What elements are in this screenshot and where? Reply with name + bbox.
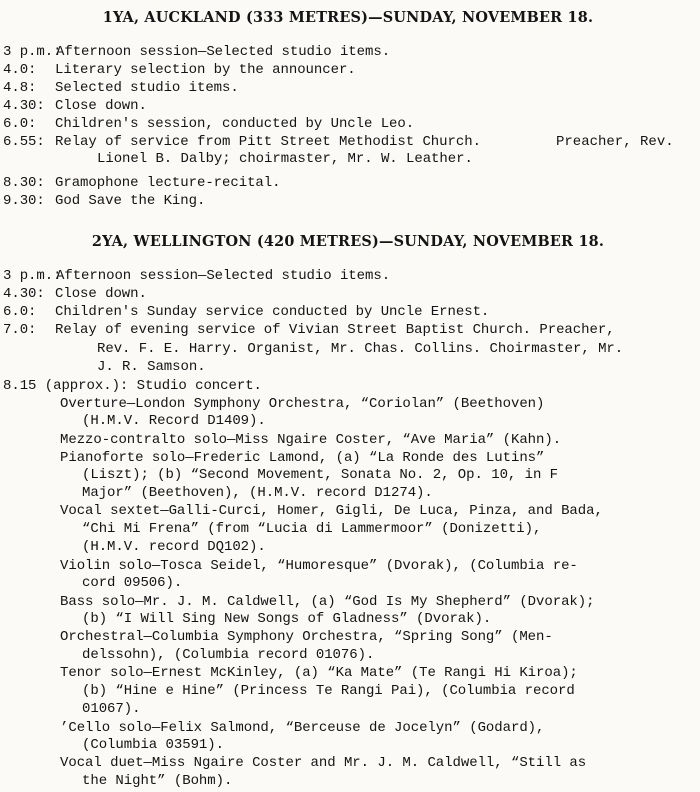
time-label: 6.0: [3, 304, 37, 320]
concert-item: Violin solo—Tosca Seidel, “Humoresque” (Dvorak), (Columbia re- [60, 558, 578, 574]
concert-item: Bass solo—Mr. J. M. Caldwell, (a) “God Is My Shepherd” (Dvorak); [60, 594, 595, 610]
concert-item: Vocal sextet—Galli-Curci, Homer, Gigli, De Luca, Pinza, and Bada, [60, 503, 603, 519]
concert-item-continuation: (b) “Hine e Hine” (Princess Te Rangi Pai), (Columbia record [82, 683, 575, 699]
time-label: 3 p.m.: [3, 268, 62, 284]
time-label: 3 p.m.: [3, 44, 62, 60]
time-label: 7.0: [3, 322, 37, 338]
concert-item-continuation: the Night” (Bohm). [82, 773, 233, 789]
concert-item-continuation: Major” (Beethoven), (H.M.V. record D1274). [82, 485, 433, 501]
schedule-item [3, 44, 390, 60]
time-label: 9.30: [3, 193, 45, 209]
concert-item: Orchestral—Columbia Symphony Orchestra, “Spring Song” (Men- [60, 629, 553, 645]
item-text-right: Preacher, Rev. [556, 134, 674, 150]
schedule-item [3, 286, 147, 302]
item-text: Gramophone lecture-recital. [55, 175, 281, 191]
item-text: Relay of service from Pitt Street Methodist Church. [55, 134, 481, 150]
concert-item: Vocal duet—Miss Ngaire Coster and Mr. J. M. Caldwell, “Still as [60, 755, 587, 771]
concert-item: ’Cello solo—Felix Salmond, “Berceuse de Jocelyn” (Godard), [60, 720, 545, 736]
item-text: Afternoon session—Selected studio items. [56, 268, 391, 284]
schedule-item [3, 116, 414, 132]
time-label: 4.30: [3, 98, 45, 114]
schedule-item [3, 193, 205, 209]
concert-item-continuation: 01067). [82, 701, 141, 717]
time-label: 4.0: [3, 62, 37, 78]
item-text: Afternoon session—Selected studio items. [56, 44, 391, 60]
concert-item: Overture—London Symphony Orchestra, “Coriolan” (Beethoven) [60, 396, 545, 412]
item-text: Literary selection by the announcer. [55, 62, 356, 78]
concert-item-continuation: (Columbia 03591). [82, 737, 224, 753]
concert-item-continuation: cord 09506). [82, 575, 183, 591]
concert-item-continuation: “Chi Mi Frena” (from “Lucia di Lammermoor” (Donizetti), [82, 521, 542, 537]
item-continuation: Rev. F. E. Harry. Organist, Mr. Chas. Collins. Choirmaster, Mr. [97, 341, 624, 357]
item-text: Studio concert. [136, 378, 262, 394]
item-text: Close down. [55, 286, 147, 302]
item-text: Close down. [55, 98, 147, 114]
time-label: 4.8: [3, 80, 37, 96]
concert-item: Pianoforte solo—Frederic Lamond, (a) “La Ronde des Lutins” [60, 450, 545, 466]
concert-item: Tenor solo—Ernest McKinley, (a) “Ka Mate” (Te Rangi Hi Kiroa); [60, 665, 578, 681]
section-heading-1ya: 1YA, AUCKLAND (333 METRES)—SUNDAY, NOVEMBER 18. [102, 9, 594, 26]
schedule-item [3, 80, 239, 96]
concert-item-continuation: (b) “I Will Sing New Songs of Gladness” (Dvorak). [82, 611, 492, 627]
item-text: Relay of evening service of Vivian Street Baptist Church. Preacher, [55, 322, 615, 338]
item-text: Selected studio items. [55, 80, 239, 96]
time-label: 8.15 (approx.): [3, 378, 129, 394]
concert-item-continuation: (H.M.V. record DQ102). [82, 539, 266, 555]
item-text: God Save the King. [55, 193, 206, 209]
item-continuation: Lionel B. Dalby; choirmaster, Mr. W. Leather. [97, 151, 473, 167]
item-continuation: J. R. Samson. [97, 359, 206, 375]
time-label: 6.0: [3, 116, 37, 132]
section-heading-2ya: 2YA, WELLINGTON (420 METRES)—SUNDAY, NOVEMBER 18. [91, 233, 605, 250]
concert-item-continuation: (Liszt); (b) “Second Movement, Sonata No. 2, Op. 10, in F [82, 467, 559, 483]
schedule-item [3, 322, 615, 338]
time-label: 8.30: [3, 175, 45, 191]
item-text: Children's Sunday service conducted by Uncle Ernest. [55, 304, 490, 320]
concert-item: Mezzo-contralto solo—Miss Ngaire Coster, “Ave Maria” (Kahn). [60, 432, 562, 448]
schedule-item [3, 378, 262, 394]
item-text: Children's session, conducted by Uncle Leo. [55, 116, 415, 132]
concert-item-continuation: (H.M.V. Record D1409). [82, 413, 266, 429]
schedule-item [3, 304, 489, 320]
concert-item-continuation: delssohn), (Columbia record 01076). [82, 647, 375, 663]
schedule-item [3, 268, 390, 284]
schedule-item [3, 175, 281, 191]
time-label: 6.55: [3, 134, 45, 150]
schedule-item [3, 134, 481, 150]
schedule-item [3, 62, 356, 78]
schedule-item [3, 98, 147, 114]
time-label: 4.30: [3, 286, 45, 302]
